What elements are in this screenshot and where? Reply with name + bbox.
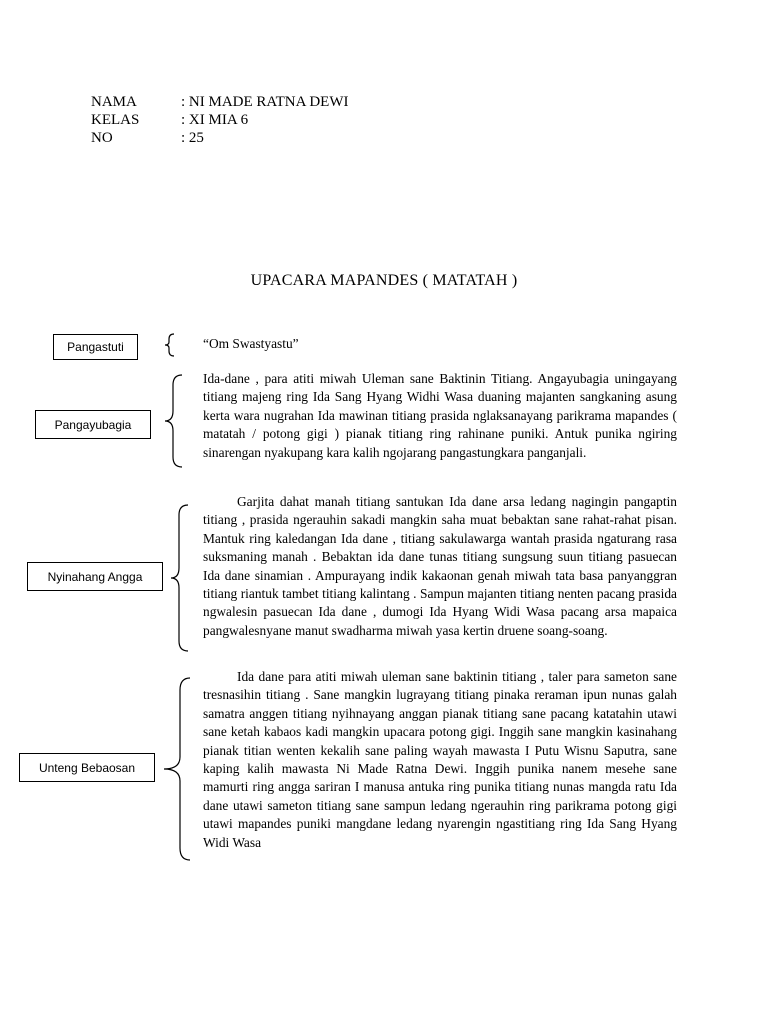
document-title: UPACARA MAPANDES ( MATATAH ) <box>250 272 518 289</box>
section-text-pangastuti: “Om Swastyastu” <box>203 336 299 351</box>
brace-icon <box>160 332 180 358</box>
brace-icon <box>158 676 196 862</box>
header-label: NO <box>91 130 113 146</box>
section-text-unteng-bebaosan: Ida dane para atiti miwah uleman sane baktinin titiang , taler para sameton sane tresnasihin titiang . Sane mangkin lugrayang titiang pinaka reraman ipun nunas galah samatra anggen titiang nyihnayang anggan pianak titiang sane pacang katatahin utawi sane ketah kabaos kadi mangkin upacara potong gigi. Inggih sane mangkin kasinahang pianak titian wenten kekalih sane paling wayah mawasta I Putu Wisnu Saputra, sane kaping kalih mawasta Ni Made Ratna Dewi. Inggih punika nanem mesehe sane mamurti ring angga sariran I manusa antuka ring punika titiang nunas mangda ratu Ida dane utawi sameton titiang sane sampun ledang ngerauhin ring parikrama potong gigi utawi mapandes puniki mangdane ledang nyarengin ngastitiang ring Ida Sang Hyang Widi Wasa <box>203 669 677 850</box>
brace-icon <box>160 373 188 469</box>
section-label-unteng-bebaosan: Unteng Bebaosan <box>19 753 155 782</box>
section-text-nyinahang-angga: Garjita dahat manah titiang santukan Ida dane arsa ledang nagingin pangaptin titiang , prasida ngerauhin sakadi mangkin saha muat bebaktan sane rahat-rahat pisan. Mantuk ring kaledangan Ida dane , titiang sakulawarga wantah prasida ngaturang rasa suksmaning manah . Bebaktan ida dane tunas titiang sungsung suun titiang pasuecan Ida dane sinamian . Ampurayang indik kakaonan genah miwah tata basa panyanggran titiang riantuk tambet titiang kalintang . Sampun majanten titiang nenten pacang prasida ngwalesin pasuecan Ida dane , dumogi Ida Hyang Widi Wasa pacang arsa mapaica pangwalesnyane manut swadharma miwah yasa kertin druene soang-soang. <box>203 494 677 638</box>
section-label-pangayubagia: Pangayubagia <box>35 410 151 439</box>
brace-icon <box>166 503 194 653</box>
header-value: : 25 <box>181 130 204 146</box>
section-label-pangastuti: Pangastuti <box>53 334 138 360</box>
section-text-pangayubagia: Ida-dane , para atiti miwah Uleman sane Baktinin Titiang. Angayubagia uningayang titiang majeng ring Ida Sang Hyang Widhi Wasa duaning majanten sangkaning asung kerta wara nugrahan Ida mawinan titiang prasida nglaksanayang parikrama mapandes ( matatah / potong gigi ) pianak titiang ring rahinane puniki. Antuk punika ngiring sinarengan nyakupang kara kalih ngojarang pangastungkara panganjali. <box>203 371 677 460</box>
header-label: NAMA <box>91 94 137 110</box>
header-value: : NI MADE RATNA DEWI <box>181 94 349 110</box>
header-value: : XI MIA 6 <box>181 112 249 128</box>
section-label-nyinahang-angga: Nyinahang Angga <box>27 562 163 591</box>
header-label: KELAS <box>91 112 140 128</box>
